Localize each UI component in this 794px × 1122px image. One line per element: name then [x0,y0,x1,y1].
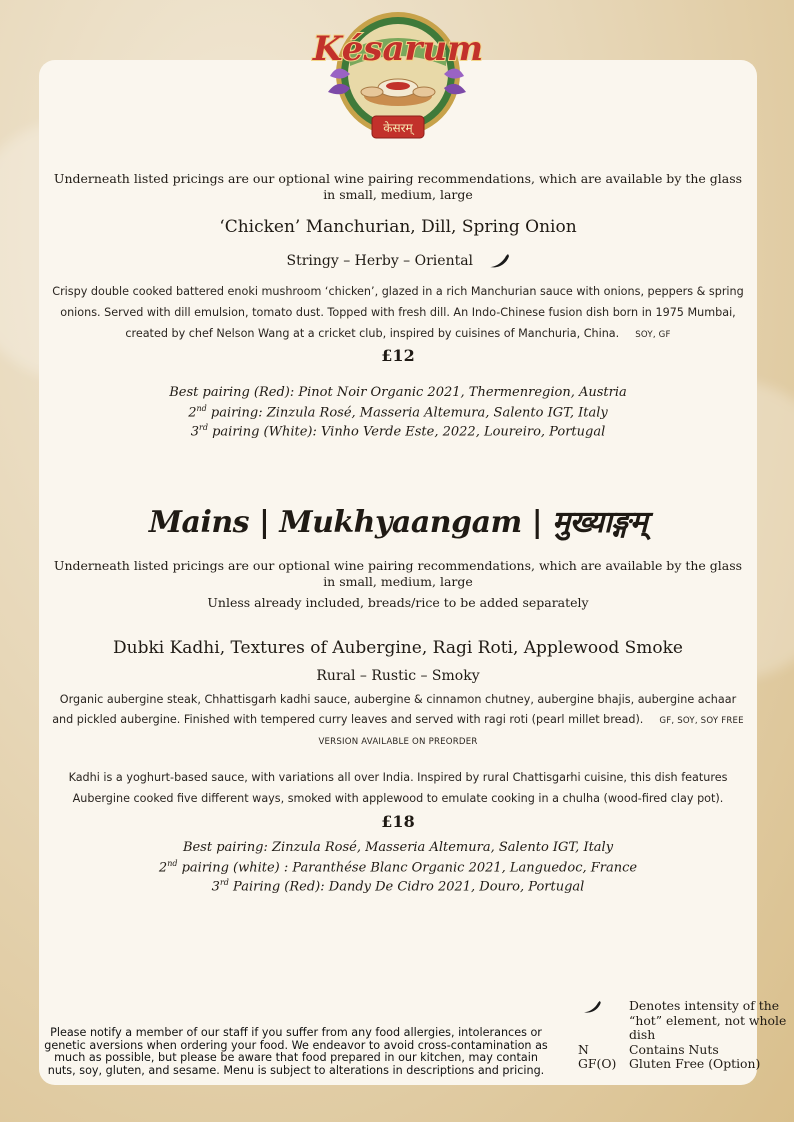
pairing-item: 2nd pairing: Zinzula Rosé, Masseria Altemura, Salento IGT, Italy [188,403,608,420]
logo-subtitle: केसरम् [383,121,413,135]
dish-description-text: Organic aubergine steak, Chhattisgarh kadhi sauce, aubergine & cinnamon chutney, aubergine bhajis, aubergine achaar and pickled aubergine. Finished with tempered curry leaves and served with ragi roti (pearl millet bread). [52,693,737,726]
chili-icon [582,1000,602,1014]
dish-story: Kadhi is a yoghurt-based sauce, with variations all over India. Inspired by rural Chattisgarhi cuisine, this dish features Aubergine cooked five different ways, smoked with applewood to emulate cooking in a chulha (wood-fired clay pot). [68,771,728,805]
pairing-item: Best pairing (Red): Pinot Noir Organic 2021, Thermenregion, Austria [169,385,627,400]
wine-pairing-note: Underneath listed pricings are our optional wine pairing recommendations, which are available by the glass in small, medium, large [53,171,743,202]
pairing-item: 3rd Pairing (Red): Dandy De Cidro 2021, Douro, Portugal [211,878,585,895]
legend-label: Gluten Free (Option) [629,1056,761,1071]
dish-title: ‘Chicken’ Manchurian, Dill, Spring Onion [219,217,577,237]
legend-key: GF(O) [578,1056,617,1071]
dish-description [52,281,744,346]
dish-description [52,690,744,752]
dish-price: £12 [381,346,415,365]
legend [578,999,788,1072]
pairing-item: Best pairing: Zinzula Rosé, Masseria Altemura, Salento IGT, Italy [182,840,614,855]
wine-pairings [52,840,744,895]
legend-row-nuts [578,1043,788,1058]
legend-row-chili [578,999,788,1043]
logo-wordmark: Késarum [312,29,484,69]
tasting-notes-text: Stringy – Herby – Oriental [286,253,474,269]
wine-pairing-note: Underneath listed pricings are our optional wine pairing recommendations, which are available by the glass in small, medium, large [53,558,743,589]
tasting-notes [52,253,744,269]
legend-key: N [578,1041,589,1057]
wine-pairings [52,385,744,440]
dish-price: £18 [381,812,415,831]
legend-label: Contains Nuts [629,1041,719,1057]
legend-chili-label: Denotes intensity of the “hot” element, not whole dish [629,998,787,1042]
allergen-tags: SOY, GF [635,330,671,340]
pairing-item: 3rd pairing (White): Vinho Verde Este, 2022, Loureiro, Portugal [190,423,606,440]
bread-note: Unless already included, breads/rice to be added separately [207,595,589,610]
kesarum-logo [300,6,496,148]
chili-icon [488,253,510,269]
legend-row-gluten [578,1057,788,1072]
dish-title: Dubki Kadhi, Textures of Aubergine, Ragi Roti, Applewood Smoke [112,638,683,658]
allergen-tags: GF, SOY, SOY FREE VERSION AVAILABLE ON PREORDER [318,716,744,747]
tasting-notes: Rural – Rustic – Smoky [316,668,480,684]
pairing-item: 2nd pairing (white) : Paranthése Blanc Organic 2021, Languedoc, France [158,858,638,875]
section-title-mains: Mains | Mukhyaangam | मुख्याङ्गम् [148,505,648,540]
allergy-notice: Please notify a member of our staff if you suffer from any food allergies, intolerances or genetic aversions when ordering your food. We endeavor to avoid cross-contamination as much as possible, but please be aware that food prepared in our kitchen, may contain nuts, soy, gluten, and sesame. Menu is subject to alterations in descriptions and pricing. [44,1026,548,1077]
dish-description-text: Crispy double cooked battered enoki mushroom ‘chicken’, glazed in a rich Manchurian sauce with onions, peppers & spring onions. Served with dill emulsion, tomato dust. Topped with fresh dill. An Indo-Chinese fusion dish born in 1975 Mumbai, created by chef Nelson Wang at a cricket club, inspired by cuisines of Manchuria, China. [52,285,744,340]
